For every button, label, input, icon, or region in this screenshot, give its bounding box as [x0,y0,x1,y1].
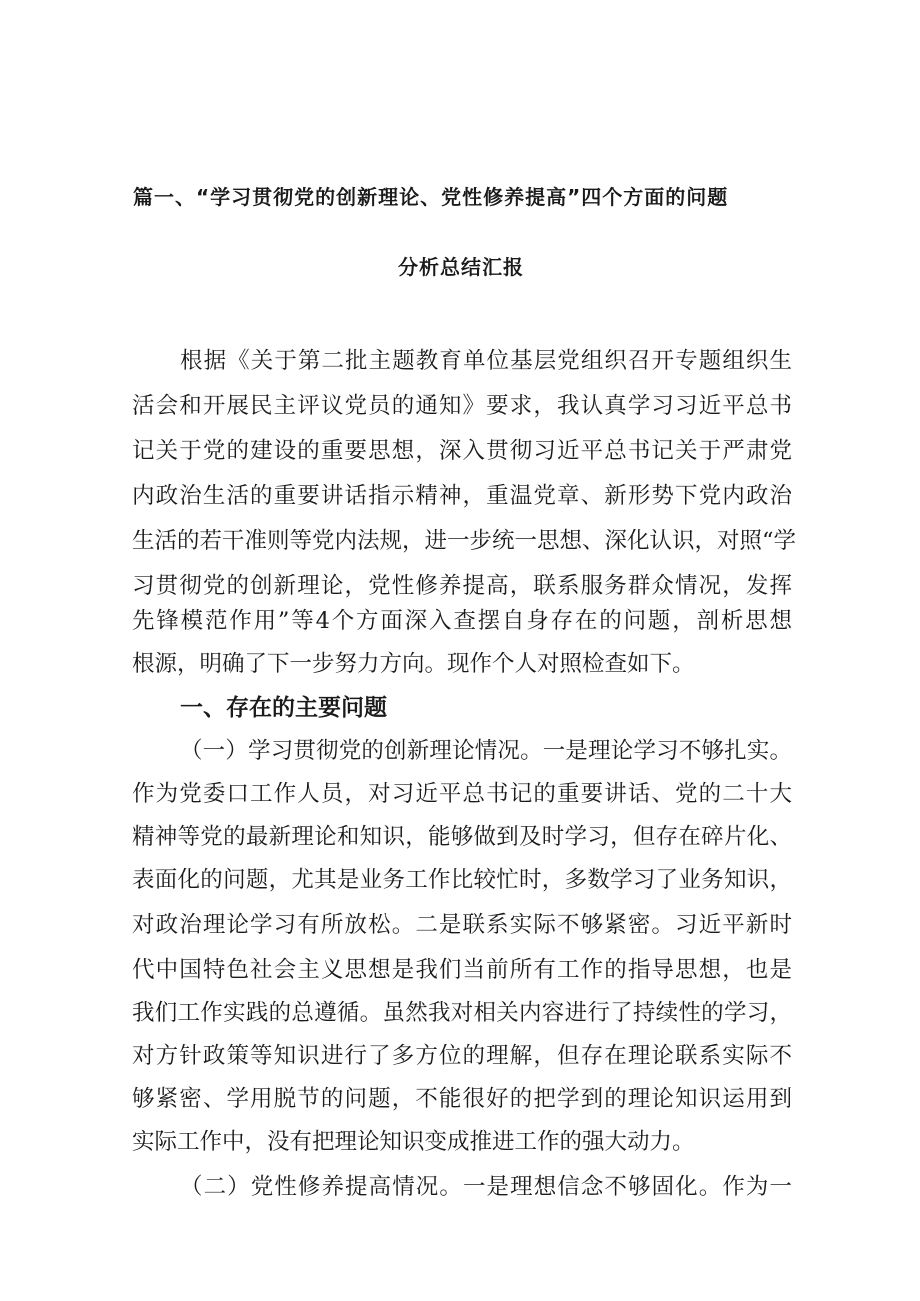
document-title-line-2: 分析总结汇报 [398,255,524,279]
para-1-line: 实际工作中，没有把理论知识变成推进工作的强大动力。 [132,1129,695,1155]
para-1-line: 作为党委口工作人员，对习近平总书记的重要讲话、党的二十大 [132,781,792,807]
para-1-line: 代中国特色社会主义思想是我们当前所有工作的指导思想，也是 [132,957,792,983]
intro-line: 先锋模范作用”等4个方面深入查摆自身存在的问题，剖析思想 [132,608,792,634]
para-1-line: 对政治理论学习有所放松。二是联系实际不够紧密。习近平新时 [132,912,792,938]
intro-line: 记关于党的建设的重要思想，深入贯彻习近平总书记关于严肃党 [132,438,792,464]
intro-line: 内政治生活的重要讲话指示精神，重温党章、新形势下党内政治 [132,483,792,509]
section-heading: 一、存在的主要问题 [180,695,387,721]
para-1-line: （一）学习贯彻党的创新理论情况。一是理论学习不够扎实。 [180,738,792,764]
intro-line: 生活的若干准则等党内法规，进一步统一思想、深化认识，对照“学 [132,528,797,554]
intro-line: 根源，明确了下一步努力方向。现作个人对照检查如下。 [132,651,695,677]
para-1-line: 我们工作实践的总遵循。虽然我对相关内容进行了持续性的学习， [132,1000,792,1026]
para-1-line: 够紧密、学用脱节的问题，不能很好的把学到的理论知识运用到 [132,1086,792,1112]
para-1-line: 表面化的问题，尤其是业务工作比较忙时，多数学习了业务知识， [132,867,792,893]
para-1-line: 精神等党的最新理论和知识，能够做到及时学习，但存在碎片化、 [132,824,792,850]
intro-line: 活会和开展民主评议党员的通知》要求，我认真学习习近平总书 [132,393,792,419]
intro-line: 根据《关于第二批主题教育单位基层党组织召开专题组织生 [180,348,792,374]
intro-line: 习贯彻党的创新理论，党性修养提高，联系服务群众情况，发挥 [132,573,792,599]
para-2-line: （二）党性修养提高情况。一是理想信念不够固化。作为一 [180,1174,792,1200]
document-title-line-1: 篇一、“学习贯彻党的创新理论、党性修养提高”四个方面的问题 [133,185,729,209]
para-1-line: 对方针政策等知识进行了多方位的理解，但存在理论联系实际不 [132,1043,792,1069]
